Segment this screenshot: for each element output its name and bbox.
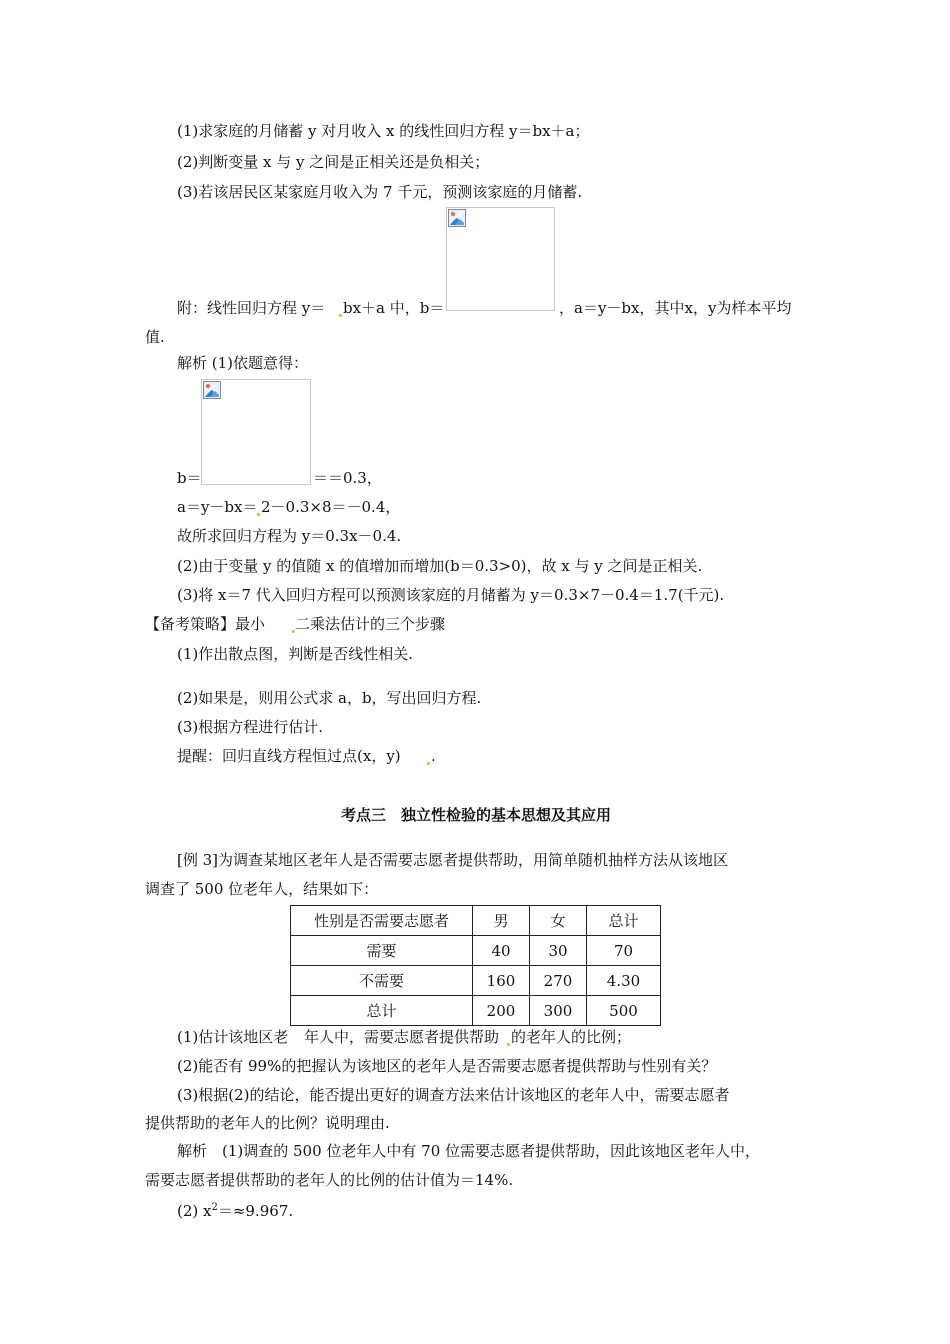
marker-dot [427, 762, 430, 765]
table-cell: 不需要 [291, 966, 473, 996]
appendix-part-b: bx＋a 中，b＝ [343, 299, 445, 317]
example-question-1-c: 的老年人的比例； [511, 1028, 632, 1046]
example-3-line-2: 调查了 500 位老年人，结果如下： [145, 880, 379, 898]
example-3-line-1: [例 3]为调查某地区老年人是否需要志愿者提供帮助，用简单随机抽样方法从该地区 [177, 851, 729, 869]
marker-dot [339, 314, 342, 317]
table-row [291, 936, 661, 966]
strategy-step-3: (3)根据方程进行估计. [177, 718, 324, 736]
table-header-cell: 总计 [587, 906, 661, 936]
example-question-1-b: 年人中，需要志愿者提供帮助 [304, 1028, 500, 1046]
survey-table [290, 905, 661, 1026]
table-cell: 300 [530, 996, 587, 1026]
tip-a: 提醒：回归直线方程恒过点(x，y) [177, 747, 401, 765]
b-suffix: ＝＝0.3， [313, 469, 382, 487]
table-header-cell: 性别是否需要志愿者 [291, 906, 473, 936]
marker-dot [507, 1043, 510, 1046]
question-3: (3)若该居民区某家庭月收入为 7 千元，预测该家庭的月储蓄. [177, 183, 583, 201]
table-header-cell: 男 [473, 906, 530, 936]
example-question-3-line-2: 提供帮助的老年人的比例？说明理由. [145, 1114, 390, 1132]
table-cell: 总计 [291, 996, 473, 1026]
table-cell: 30 [530, 936, 587, 966]
broken-image-icon [448, 209, 466, 227]
table-row [291, 996, 661, 1026]
table-cell: 500 [587, 996, 661, 1026]
example-question-2: (2)能否有 99%的把握认为该地区的老年人是否需要志愿者提供帮助与性别有关？ [177, 1057, 717, 1075]
table-header-row [291, 906, 661, 936]
appendix-part-c: ，a＝y－bx，其中x，y为样本平均 [559, 299, 792, 317]
table-cell: 需要 [291, 936, 473, 966]
table-cell: 160 [473, 966, 530, 996]
table-cell: 70 [587, 936, 661, 966]
marker-dot [257, 513, 260, 516]
chi-square-value: ＝≈9.967. [217, 1202, 294, 1220]
regression-equation: 故所求回归方程为 y＝0.3x－0.4. [177, 527, 402, 545]
a-line-part-b: 2－0.3×8＝－0.4， [261, 498, 401, 516]
chi-square-label: (2) x [177, 1202, 212, 1220]
table-row [291, 966, 661, 996]
table-cell: 270 [530, 966, 587, 996]
appendix-part-d: 值. [145, 328, 165, 346]
superscript: 2 [211, 1202, 218, 1213]
broken-image-icon [203, 381, 221, 399]
table-cell: 40 [473, 936, 530, 966]
example-question-1-a: (1)估计该地区老 [177, 1028, 289, 1046]
formula-image-placeholder [201, 379, 311, 485]
formula-image-placeholder [446, 207, 555, 311]
question-1: (1)求家庭的月储蓄 y 对月收入 x 的线性回归方程 y＝bx＋a； [177, 122, 590, 140]
tip-b: . [431, 747, 436, 765]
question-2: (2)判断变量 x 与 y 之间是正相关还是负相关； [177, 153, 490, 171]
strategy-title-b: 二乘法估计的三个步骤 [295, 615, 446, 633]
example-solution-line-3 [177, 1198, 293, 1221]
solution-3: (3)将 x＝7 代入回归方程可以预测该家庭的月储蓄为 y＝0.3×7－0.4＝1.7(千元). [177, 586, 725, 604]
strategy-step-1: (1)作出散点图，判断是否线性相关. [177, 645, 414, 663]
example-question-3-line-1: (3)根据(2)的结论，能否提出更好的调查方法来估计该地区的老年人中，需要志愿者 [177, 1086, 730, 1104]
a-line-part-a: a＝y－bx＝ [177, 498, 258, 516]
appendix-part-a: 附：线性回归方程 y＝ [177, 299, 326, 317]
example-solution-line-2: 需要志愿者提供帮助的老年人的比例的估计值为＝14%. [145, 1171, 514, 1189]
strategy-step-2: (2)如果是，则用公式求 a，b，写出回归方程. [177, 689, 482, 707]
solution-intro: 解析 (1)依题意得： [177, 354, 309, 372]
example-solution-line-1: 解析 (1)调查的 500 位老年人中有 70 位需要志愿者提供帮助，因此该地区老年人中， [177, 1142, 761, 1160]
solution-2: (2)由于变量 y 的值随 x 的值增加而增加(b＝0.3>0)，故 x 与 y 之间是正相关. [177, 557, 703, 575]
b-prefix: b＝ [177, 469, 202, 487]
table-cell: 4.30 [587, 966, 661, 996]
table-header-cell: 女 [530, 906, 587, 936]
section-title: 考点三 独立性检验的基本思想及其应用 [341, 806, 612, 824]
strategy-title-a: 【备考策略】最小 [145, 615, 266, 633]
table-cell: 200 [473, 996, 530, 1026]
